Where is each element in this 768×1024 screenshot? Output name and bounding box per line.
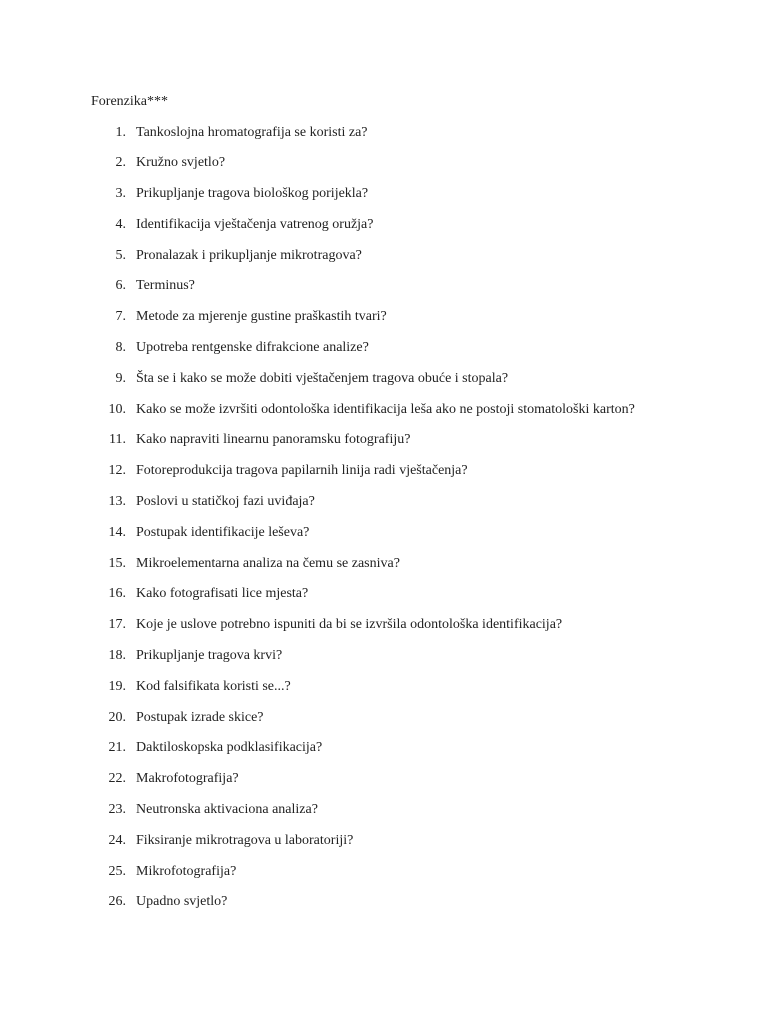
question-number: 2. xyxy=(115,155,126,171)
question-number: 14. xyxy=(108,524,126,540)
question-number: 1. xyxy=(115,124,126,140)
question-text: Neutronska aktivaciona analiza? xyxy=(136,802,318,818)
question-text: Postupak identifikacije leševa? xyxy=(136,524,310,540)
question-text: Mikrofotografija? xyxy=(136,863,237,879)
question-text: Identifikacija vještačenja vatrenog oružja? xyxy=(136,216,374,232)
question-number: 20. xyxy=(108,709,126,725)
document-title: Forenzika*** xyxy=(91,94,168,109)
question-text: Daktiloskopska podklasifikacija? xyxy=(136,740,323,756)
question-text: Kod falsifikata koristi se...? xyxy=(136,678,291,694)
question-number: 24. xyxy=(108,832,126,848)
question-text: Upadno svjetlo? xyxy=(136,894,228,910)
question-text: Kako napraviti linearnu panoramsku fotografiju? xyxy=(136,432,411,448)
question-number: 25. xyxy=(108,863,126,879)
question-number: 3. xyxy=(115,186,126,202)
question-number: 18. xyxy=(108,648,126,664)
question-text: Poslovi u statičkoj fazi uviđaja? xyxy=(136,494,315,510)
question-text: Pronalazak i prikupljanje mikrotragova? xyxy=(136,247,362,263)
question-number: 5. xyxy=(115,247,126,263)
question-text: Prikupljanje tragova biološkog porijekla? xyxy=(136,186,369,202)
question-text: Kružno svjetlo? xyxy=(136,155,226,171)
question-number: 6. xyxy=(115,278,126,294)
question-number: 21. xyxy=(108,740,126,756)
question-number: 12. xyxy=(108,463,126,479)
question-number: 26. xyxy=(108,894,126,910)
question-text: Šta se i kako se može dobiti vještačenjem tragova obuće i stopala? xyxy=(136,370,509,386)
question-number: 9. xyxy=(115,370,126,386)
question-number: 4. xyxy=(115,216,126,232)
question-number: 7. xyxy=(115,309,126,325)
question-text: Postupak izrade skice? xyxy=(136,709,264,725)
question-text: Fotoreprodukcija tragova papilarnih linija radi vještačenja? xyxy=(136,463,468,479)
question-text: Kako fotografisati lice mjesta? xyxy=(136,586,309,602)
question-text: Koje je uslove potrebno ispuniti da bi se izvršila odontološka identifikacija? xyxy=(136,617,563,633)
question-number: 13. xyxy=(108,494,126,510)
question-number: 15. xyxy=(108,555,126,571)
question-text: Terminus? xyxy=(136,278,195,294)
question-text: Metode za mjerenje gustine praškastih tvari? xyxy=(136,309,387,325)
question-text: Makrofotografija? xyxy=(136,771,239,787)
question-number: 8. xyxy=(115,340,126,356)
question-text: Mikroelementarna analiza na čemu se zasniva? xyxy=(136,555,400,571)
question-number: 11. xyxy=(109,432,126,448)
question-number: 19. xyxy=(108,678,126,694)
question-text: Prikupljanje tragova krvi? xyxy=(136,648,283,664)
question-number: 17. xyxy=(108,617,126,633)
question-text: Tankoslojna hromatografija se koristi za? xyxy=(136,124,368,140)
question-text: Upotreba rentgenske difrakcione analize? xyxy=(136,340,369,356)
question-text: Kako se može izvršiti odontološka identifikacija leša ako ne postoji stomatološki karton? xyxy=(136,401,635,417)
question-number: 22. xyxy=(108,771,126,787)
question-number: 23. xyxy=(108,802,126,818)
question-number: 16. xyxy=(108,586,126,602)
question-text: Fiksiranje mikrotragova u laboratoriji? xyxy=(136,832,354,848)
question-number: 10. xyxy=(108,401,126,417)
